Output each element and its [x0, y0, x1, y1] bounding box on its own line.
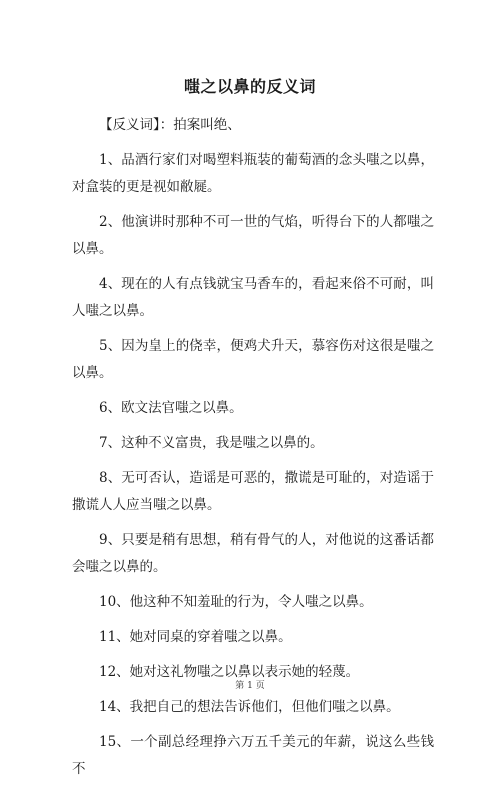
- page-number: 第 1 页: [235, 681, 265, 691]
- example-sentence-9: 9、只要是稍有思想，稍有骨气的人，对他说的这番话都会嗤之以鼻的。: [72, 532, 434, 575]
- example-sentence-1: 1、品酒行家们对喝塑料瓶装的葡萄酒的念头嗤之以鼻，对盒装的更是视如敝屣。: [72, 152, 434, 195]
- example-sentence-12: 12、她对这礼物嗤之以鼻以表示她的轻蔑。: [99, 664, 360, 680]
- example-sentence-14: 14、我把自己的想法告诉他们，但他们嗤之以鼻。: [99, 699, 400, 715]
- example-sentence-6: 6、欧文法官嗤之以鼻。: [99, 400, 243, 416]
- antonym-line: 【反义词】：拍案叫绝、: [99, 117, 241, 133]
- example-sentence-5: 5、因为皇上的侥幸，便鸡犬升天，慕容伤对这很是嗤之以鼻。: [72, 338, 434, 381]
- example-sentence-10: 10、他这种不知羞耻的行为，令人嗤之以鼻。: [99, 594, 373, 610]
- example-sentence-8: 8、无可否认，造谣是可恶的，撒谎是可耻的，对造谣于撒谎人人应当嗤之以鼻。: [72, 470, 434, 513]
- example-sentence-4: 4、现在的人有点钱就宝马香车的，看起来俗不可耐，叫人嗤之以鼻。: [72, 276, 434, 319]
- document-title: 嗤之以鼻的反义词: [183, 77, 316, 96]
- example-sentence-7: 7、这种不义富贵，我是嗤之以鼻的。: [99, 435, 324, 451]
- example-sentence-15: 15、一个副总经理挣六万五千美元的年薪，说这么些钱不: [72, 734, 434, 777]
- example-sentence-2: 2、他演讲时那种不可一世的气焰，听得台下的人都嗤之以鼻。: [72, 214, 434, 257]
- example-sentence-11: 11、她对同桌的穿着嗤之以鼻。: [99, 629, 292, 645]
